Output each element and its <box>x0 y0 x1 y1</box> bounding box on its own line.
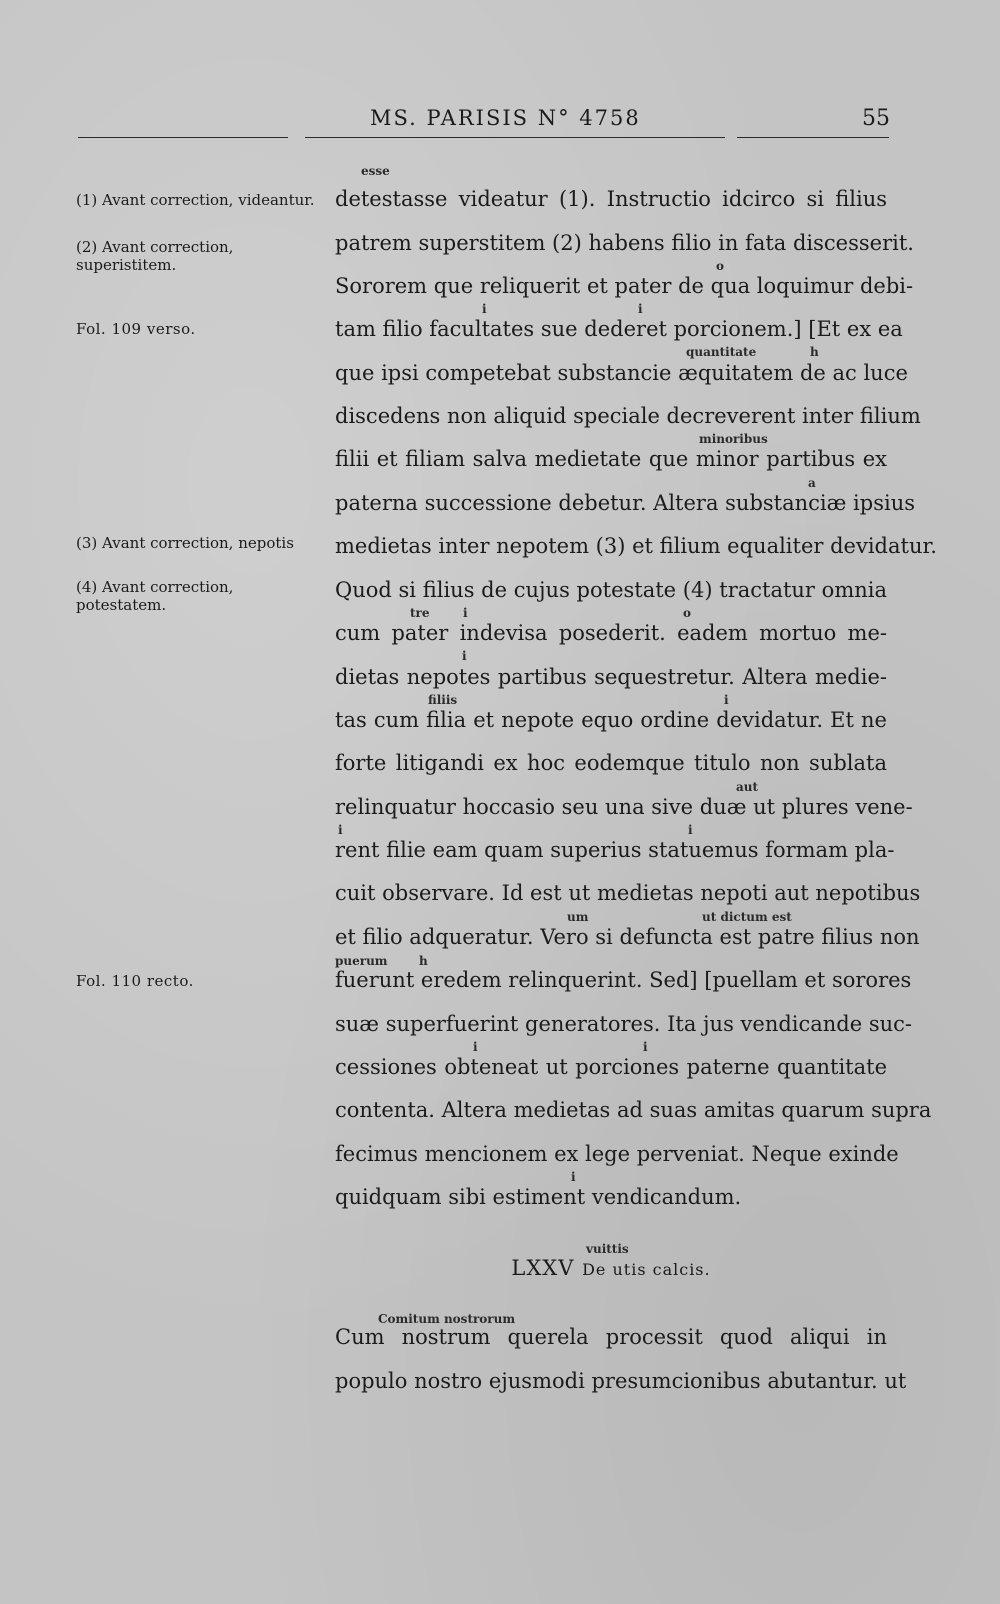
margin-note-2: (2) Avant correction, superistitem. <box>76 238 234 274</box>
text-line: fecimus mencionem ex lege perveniat. Neque exinde <box>335 1142 899 1166</box>
text-line: et filio adqueratur. Vero si defuncta est patre filius non <box>335 925 920 949</box>
gloss: i <box>463 606 468 620</box>
text-line: que ipsi competebat substancie æquitatem de ac luce <box>335 361 908 385</box>
gloss: h <box>810 345 819 359</box>
text-line: Quod si filius de cujus potestate (4) tractatur omnia <box>335 578 887 602</box>
text-line: suæ superfuerint generatores. Ita jus vendicande suc- <box>335 1012 913 1036</box>
gloss: i <box>724 693 729 707</box>
text-line: filii et filiam salva medietate que minor partibus ex <box>335 447 887 471</box>
gloss: Comitum nostrorum <box>378 1312 516 1326</box>
text-line: quidquam sibi estiment vendicandum. <box>335 1185 742 1209</box>
margin-note-4: (4) Avant correction, potestatem. <box>76 578 234 614</box>
gloss: aut <box>736 780 759 794</box>
gloss: i <box>643 1040 648 1054</box>
running-header <box>0 100 1000 140</box>
text-line: patrem superstitem (2) habens filio in fata discesserit. <box>335 231 914 255</box>
text-line: cuit observare. Id est ut medietas nepoti aut nepotibus <box>335 881 921 905</box>
gloss: i <box>338 823 343 837</box>
text-line: paterna successione debetur. Altera substanciæ ipsius <box>335 491 916 515</box>
gloss: quantitate <box>686 345 757 359</box>
header-rule-right <box>737 137 889 138</box>
text-line: tas cum filia et nepote equo ordine devidatur. Et ne <box>335 708 887 732</box>
gloss: i <box>482 302 487 316</box>
text-line: populo nostro ejusmodi presumcionibus abutantur. ut <box>335 1369 907 1393</box>
text-line: forte litigandi ex hoc eodemque titulo non sublata <box>335 751 887 775</box>
folio-marker-109v: Fol. 109 verso. <box>76 320 196 338</box>
gloss: minoribus <box>699 432 768 446</box>
gloss: i <box>571 1170 576 1184</box>
gloss: o <box>683 606 692 620</box>
gloss: tre <box>410 606 430 620</box>
text-line: fuerunt eredem relinquerint. Sed] [puellam et sorores <box>335 968 912 992</box>
chapter-title: De utis calcis. <box>582 1260 711 1279</box>
text-line: dietas nepotes partibus sequestretur. Altera medie- <box>335 665 887 689</box>
page-number: 55 <box>862 106 890 131</box>
chapter-heading <box>335 1256 887 1280</box>
gloss: filiis <box>428 693 458 707</box>
header-rule-middle <box>305 137 725 138</box>
text-line: relinquatur hoccasio seu una sive duæ ut plures vene- <box>335 795 913 819</box>
margin-note-3: (3) Avant correction, nepotis <box>76 534 294 552</box>
margin-note-1: (1) Avant correction, videantur. <box>76 191 315 209</box>
text-line: cum pater indevisa posederit. eadem mortuo me- <box>335 621 887 645</box>
text-line: contenta. Altera medietas ad suas amitas quarum supra <box>335 1098 932 1122</box>
gloss: vuittis <box>586 1242 629 1256</box>
text-line: rent filie eam quam superius statuemus formam pla- <box>335 838 895 862</box>
text-line: medietas inter nepotem (3) et filium equaliter devidatur. <box>335 534 937 558</box>
text-line: detestasse videatur (1). Instructio idcirco si filius <box>335 187 887 211</box>
text-line: tam filio facultates sue dederet porcionem.] [Et ex ea <box>335 317 903 341</box>
gloss: i <box>462 649 467 663</box>
gloss: o <box>716 259 725 273</box>
gloss: ut dictum est <box>702 910 792 924</box>
header-rule-left <box>78 137 288 138</box>
gloss: um <box>567 910 589 924</box>
gloss: puerum <box>335 954 388 968</box>
gloss: i <box>688 823 693 837</box>
running-title: MS. PARISIS N° 4758 <box>370 106 641 130</box>
chapter-numeral: LXXV <box>511 1256 575 1280</box>
text-line: Cum nostrum querela processit quod aliqui in <box>335 1325 887 1349</box>
gloss-esse: esse <box>361 164 390 178</box>
gloss: i <box>473 1040 478 1054</box>
text-line: cessiones obteneat ut porciones paterne quantitate <box>335 1055 887 1079</box>
folio-marker-110r: Fol. 110 recto. <box>76 972 194 990</box>
gloss: i <box>638 302 643 316</box>
text-line: discedens non aliquid speciale decreverent inter filium <box>335 404 921 428</box>
gloss: h <box>419 954 428 968</box>
text-line: Sororem que reliquerit et pater de qua loquimur debi- <box>335 274 914 298</box>
gloss: a <box>808 476 816 490</box>
